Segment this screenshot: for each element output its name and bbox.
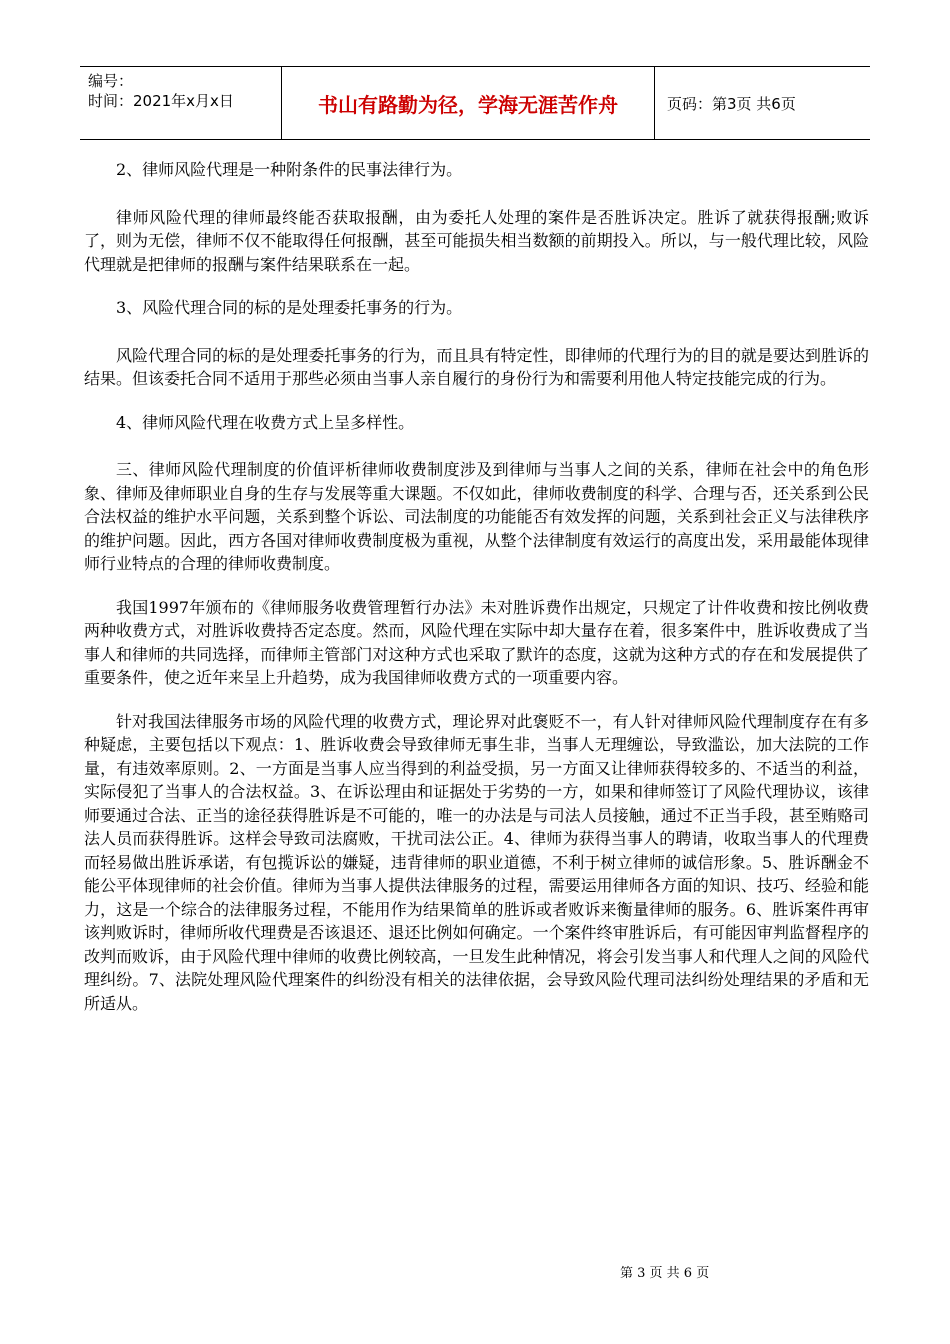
header-page-number: 页码：第3页 共6页 (667, 94, 796, 113)
header-meta (80, 67, 282, 139)
header-motto: 书山有路勤为径，学海无涯苦作舟 (282, 67, 655, 139)
body-paragraph: 律师风险代理的律师最终能否获取报酬，由为委托人处理的案件是否胜诉决定。胜诉了就获得报酬;败诉了，则为无偿，律师不仅不能取得任何报酬，甚至可能损失相当数额的前期投入。所以，与一般代理比较，风险代理就是把律师的报酬与案件结果联系在一起。 (84, 207, 869, 274)
document-body (84, 158, 869, 1035)
section-heading: 3、风险代理合同的标的是处理委托事务的行为。 (116, 298, 463, 317)
page-header (80, 66, 870, 140)
section-heading: 2、律师风险代理是一种附条件的民事法律行为。 (116, 160, 463, 179)
body-paragraph: 风险代理合同的标的是处理委托事务的行为，而且具有特定性，即律师的代理行为的目的就是要达到胜诉的结果。但该委托合同不适用于那些必须由当事人亲自履行的身份行为和需要利用他人特定技能完成的行为。 (84, 345, 869, 388)
document-date-label: 时间：2021年x月x日 (88, 92, 234, 110)
body-paragraph: 我国1997年颁布的《律师服务收费管理暂行办法》未对胜诉费作出规定，只规定了计件收费和按比例收费两种收费方式，对胜诉收费持否定态度。然而，风险代理在实际中却大量存在着，很多案件中，胜诉收费成了当事人和律师的共同选择，而律师主管部门对这种方式也采取了默许的态度，这就为这种方式的存在和发展提供了重要条件，使之近年来呈上升趋势，成为我国律师收费方式的一项重要内容。 (84, 597, 869, 687)
section-heading: 4、律师风险代理在收费方式上呈多样性。 (116, 412, 415, 432)
footer-page-number: 第 3 页 共 6 页 (620, 1266, 710, 1281)
body-paragraph: 三、律师风险代理制度的价值评析律师收费制度涉及到律师与当事人之间的关系，律师在社会中的角色形象、律师及律师职业自身的生存与发展等重大课题。不仅如此，律师收费制度的科学、合理与否，还关系到公民合法权益的维护水平问题，关系到整个诉讼、司法制度的功能能否有效发挥的问题，关系到社会正义与法律秩序的维护问题。因此，西方各国对律师收费制度极为重视，从整个法律制度有效运行的高度出发，采用最能体现律师行业特点的合理的律师收费制度。 (84, 460, 869, 573)
body-paragraph: 针对我国法律服务市场的风险代理的收费方式，理论界对此褒贬不一，有人针对律师风险代理制度存在有多种疑虑，主要包括以下观点：1、胜诉收费会导致律师无事生非，当事人无理缠讼，导致滥讼，加大法院的工作量，有违效率原则。2、一方面是当事人应当得到的利益受损，另一方面又让律师获得较多的、不适当的利益，实际侵犯了当事人的合法权益。3、在诉讼理由和证据处于劣势的一方，如果和律师签订了风险代理协议，该律师要通过合法、正当的途径获得胜诉是不可能的，唯一的办法是与司法人员接触，通过不正当手段，甚至贿赂司法人员而获得胜诉。这样会导致司法腐败，干扰司法公正。4、律师为获得当事人的聘请，收取当事人的代理费而轻易做出胜诉承诺，有包揽诉讼的嫌疑，违背律师的职业道德，不利于树立律师的诚信形象。5、胜诉酬金不能公平体现律师的社会价值。律师为当事人提供法律服务的过程，需要运用律师各方面的知识、技巧、经验和能力，这是一个综合的法律服务过程，不能用作为结果简单的胜诉或者败诉来衡量律师的服务。6、胜诉案件再审该判败诉时，律师所收代理费是否该退还、退还比例如何确定。一个案件终审胜诉后，有可能因审判监督程序的改判而败诉，由于风险代理中律师的收费比例较高，一旦发生此种情况，将会引发当事人和代理人之间的风险代理纠纷。7、法院处理风险代理案件的纠纷没有相关的法律依据，会导致风险代理司法纠纷处理结果的矛盾和无所适从。 (84, 711, 869, 1013)
document-number-label: 编号： (88, 72, 134, 90)
